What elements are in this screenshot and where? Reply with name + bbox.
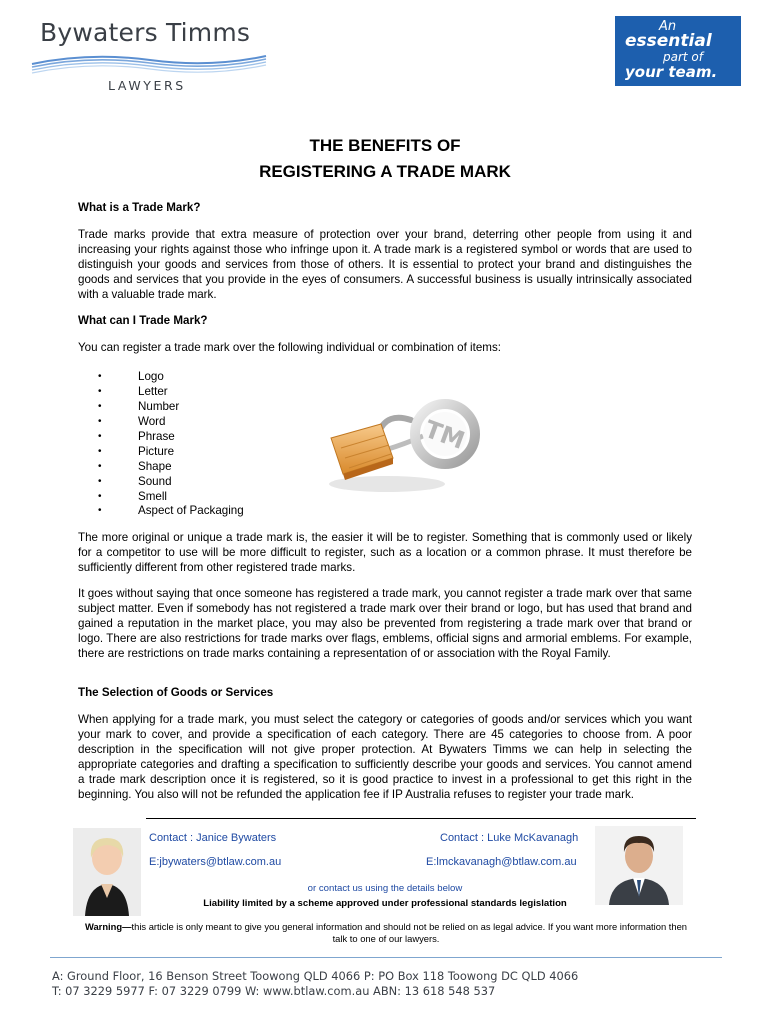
list-item: • Phrase xyxy=(98,430,244,445)
page-title-line-1: THE BENEFITS OF xyxy=(309,136,461,155)
tagline-badge xyxy=(615,16,741,86)
divider xyxy=(146,818,696,819)
email-luke-link[interactable]: E:lmckavanagh@btlaw.com.au xyxy=(426,856,577,868)
logo-title: Bywaters Timms xyxy=(40,18,251,47)
page-title-line-2: REGISTERING A TRADE MARK xyxy=(259,162,511,181)
list-item: • Letter xyxy=(98,385,244,400)
goes-without-paragraph: It goes without saying that once someone has registered a trade mark, you cannot register a trade mark over that same subject matter. Even if somebody has not registered a trade mark over their brand or logo, but has used that brand and gained a reputation in the market place, you may also be prevented from registering a trade mark over that brand or logo. There are also restrictions for trade marks over flags, emblems, official signs and armorial emblems. For example, there are restrictions on trade marks containing a representation of or association with the Royal Family. xyxy=(78,587,692,660)
firm-logo xyxy=(30,14,290,93)
selection-body: When applying for a trade mark, you must select the category or categories of goods and/or services which you want your mark to cover, and provide a specification of each category. There are 45 categories to choose from. A poor description in the specification will not give proper protection. At Bywaters Timms we can help in selecting the appropriate categories and drafting a specification to sufficiently describe your goods and services. You cannot amend a trade mark description once it is registered, so it is good practice to invest in a professional to get this right in the beginning. You also will not be refunded the application fee if IP Australia refuses to register your trade mark. xyxy=(78,713,692,801)
list-item: • Sound xyxy=(98,475,244,490)
list-item: • Smell xyxy=(98,490,244,505)
warning-label: Warning— xyxy=(84,921,132,932)
can-heading: What can I Trade Mark? xyxy=(78,314,208,327)
logo-wave-icon xyxy=(30,50,270,76)
badge-line-1: An xyxy=(659,19,677,34)
email-janice-link[interactable]: E:jbywaters@btlaw.com.au xyxy=(149,856,282,868)
list-item: • Logo xyxy=(98,370,244,385)
contact-janice: Contact : Janice Bywaters xyxy=(149,832,277,844)
badge-line-2: essential xyxy=(625,31,712,51)
what-body: Trade marks provide that extra measure of protection over your brand, deterring other people from using it and increasing your rights against those who infringe upon it. A trade mark is a registered symbol or words that are used to distinguish your goods and services from those of others. It is essential to protect your brand and distinguishes the goods and services that you provide in the eyes of consumers. A successful business is usually intrinsically associated with a valuable trade mark. xyxy=(78,228,692,301)
trade-mark-item-list xyxy=(98,370,244,519)
list-item: • Picture xyxy=(98,445,244,460)
footer-contact-details: T: 07 3229 5977 F: 07 3229 0799 W: www.btlaw.com.au ABN: 13 618 548 537 xyxy=(52,984,496,998)
padlock-tm-icon xyxy=(327,398,487,498)
list-item: • Number xyxy=(98,400,244,415)
list-item: • Shape xyxy=(98,460,244,475)
liability-notice: Liability limited by a scheme approved under professional standards legislation xyxy=(203,898,567,909)
footer-divider xyxy=(50,957,722,958)
list-item: • Word xyxy=(98,415,244,430)
contact-luke: Contact : Luke McKavanagh xyxy=(440,832,579,844)
original-paragraph: The more original or unique a trade mark is, the easier it will be to register. Something that is commonly used or likely for a competitor to use will be more difficult to register, such as a location or a common phrase. It must therefore be sufficiently different from other registered trade marks. xyxy=(78,531,692,574)
what-heading: What is a Trade Mark? xyxy=(78,201,201,214)
selection-heading: The Selection of Goods or Services xyxy=(78,686,274,699)
badge-line-4: your team. xyxy=(625,63,718,81)
warning-notice xyxy=(80,921,692,945)
warning-text: this article is only meant to give you general information and should not be relied on as legal advice. If you want more information then talk to one of our lawyers. xyxy=(131,921,688,944)
svg-text:TM: TM xyxy=(420,414,469,455)
can-intro: You can register a trade mark over the following individual or combination of items: xyxy=(78,341,501,354)
list-item: • Aspect of Packaging xyxy=(98,504,244,519)
badge-line-3: part of xyxy=(663,50,703,64)
or-contact-text: or contact us using the details below xyxy=(307,883,463,894)
footer-address: A: Ground Floor, 16 Benson Street Toowong QLD 4066 P: PO Box 118 Toowong DC QLD 4066 xyxy=(52,969,579,983)
logo-subtitle: LAWYERS xyxy=(108,78,186,93)
